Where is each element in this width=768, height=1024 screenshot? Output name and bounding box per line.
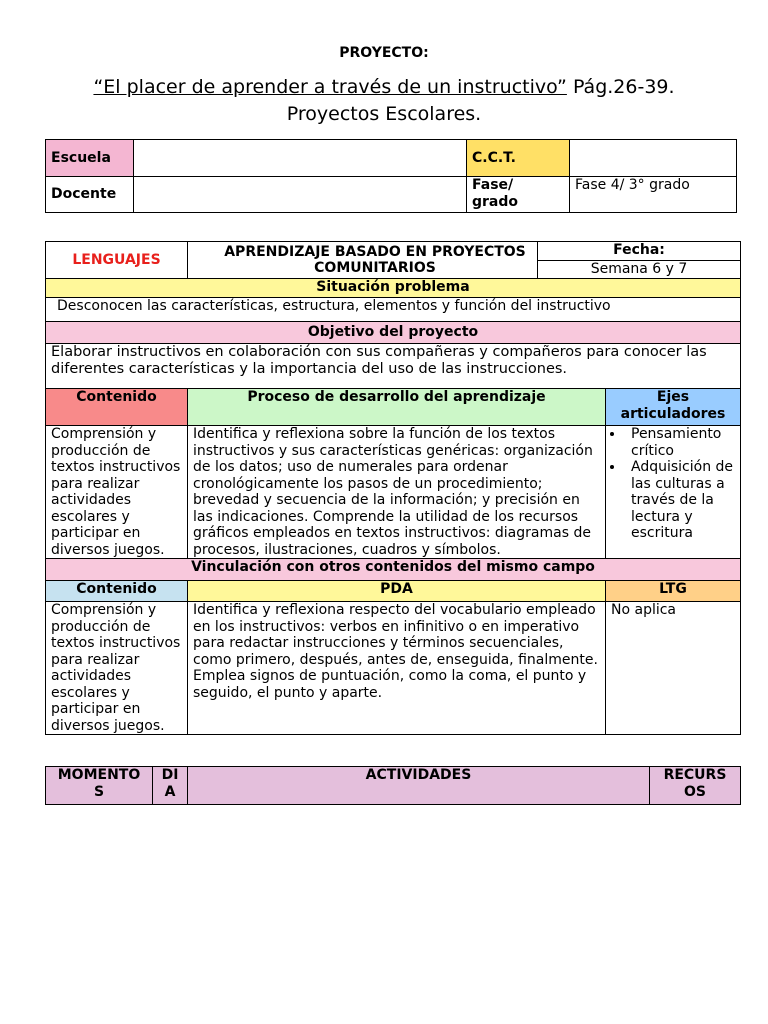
project-title bbox=[0, 76, 768, 98]
ltg-text: No aplica bbox=[606, 602, 741, 735]
eje-item: • Pensamiento crítico bbox=[625, 426, 735, 459]
contenido2-text: Comprensión y producción de textos instructivos para realizar actividades escolares y participar en diversos juegos. bbox=[46, 602, 188, 735]
contenido-header: Contenido bbox=[46, 389, 188, 426]
recursos-header: RECURS OS bbox=[650, 767, 741, 805]
fase-label: Fase/ grado bbox=[467, 177, 570, 213]
contenido-text: Comprensión y producción de textos instructivos para realizar actividades escolares y participar en diversos juegos. bbox=[46, 426, 188, 559]
project-label: PROYECTO: bbox=[339, 45, 429, 61]
campo-formativo: LENGUAJES bbox=[46, 242, 188, 279]
project-title-pages: Pág.26-39. bbox=[566, 76, 675, 98]
objetivo-label: Objetivo del proyecto bbox=[46, 322, 741, 344]
project-subtitle: Proyectos Escolares. bbox=[286, 103, 482, 125]
pda-header: PDA bbox=[188, 581, 606, 602]
escuela-label: Escuela bbox=[46, 140, 134, 177]
fecha-label: Fecha: bbox=[538, 242, 741, 261]
docente-label: Docente bbox=[46, 177, 134, 213]
situacion-label: Situación problema bbox=[46, 279, 741, 298]
ejes-list bbox=[606, 426, 741, 559]
pda-text: Identifica y reflexiona respecto del vocabulario empleado en los instructivos: verbos en infinitivo o en imperativo para redactar instrucciones y términos secuenciales, como primero, después, antes de, enseguida, finalmente. Emplea signos de puntuación, como la coma, el punto y seguido, el punto y aparte. bbox=[188, 602, 606, 735]
fase-value[interactable]: Fase 4/ 3° grado bbox=[570, 177, 737, 213]
momentos-header: MOMENTO S bbox=[46, 767, 153, 805]
planning-table bbox=[45, 241, 741, 735]
project-title-quote: “El placer de aprender a través de un instructivo” bbox=[93, 76, 567, 98]
info-table bbox=[45, 139, 737, 213]
proceso-header: Proceso de desarrollo del aprendizaje bbox=[188, 389, 606, 426]
contenido2-header: Contenido bbox=[46, 581, 188, 602]
escuela-value[interactable] bbox=[134, 140, 467, 177]
eje-item: • Adquisición de las culturas a través de la lectura y escritura bbox=[625, 459, 735, 542]
objetivo-text: Elaborar instructivos en colaboración con sus compañeras y compañeros para conocer las diferentes características y la importancia del uso de las instrucciones. bbox=[46, 344, 741, 389]
dia-header: DI A bbox=[153, 767, 188, 805]
cct-label: C.C.T. bbox=[467, 140, 570, 177]
vinculacion-label: Vinculación con otros contenidos del mismo campo bbox=[46, 559, 741, 581]
actividades-header: ACTIVIDADES bbox=[188, 767, 650, 805]
cct-value[interactable] bbox=[570, 140, 737, 177]
ejes-header: Ejes articuladores bbox=[606, 389, 741, 426]
metodologia: APRENDIZAJE BASADO EN PROYECTOS COMUNITARIOS bbox=[188, 242, 538, 279]
situacion-text: Desconocen las características, estructura, elementos y función del instructivo bbox=[46, 298, 741, 322]
docente-value[interactable] bbox=[134, 177, 467, 213]
proceso-text: Identifica y reflexiona sobre la función de los textos instructivos y sus características genéricas: organización de los datos; uso de numerales para ordenar cronológicamente los pasos de un procedimiento; brevedad y secuencia de la información; y precisión en las indicaciones. Comprende la utilidad de los recursos gráficos empleados en textos instructivos: diagramas de procesos, ilustraciones, cuadros y símbolos. bbox=[188, 426, 606, 559]
activities-table bbox=[45, 766, 741, 805]
ltg-header: LTG bbox=[606, 581, 741, 602]
fecha-value: Semana 6 y 7 bbox=[538, 261, 741, 279]
